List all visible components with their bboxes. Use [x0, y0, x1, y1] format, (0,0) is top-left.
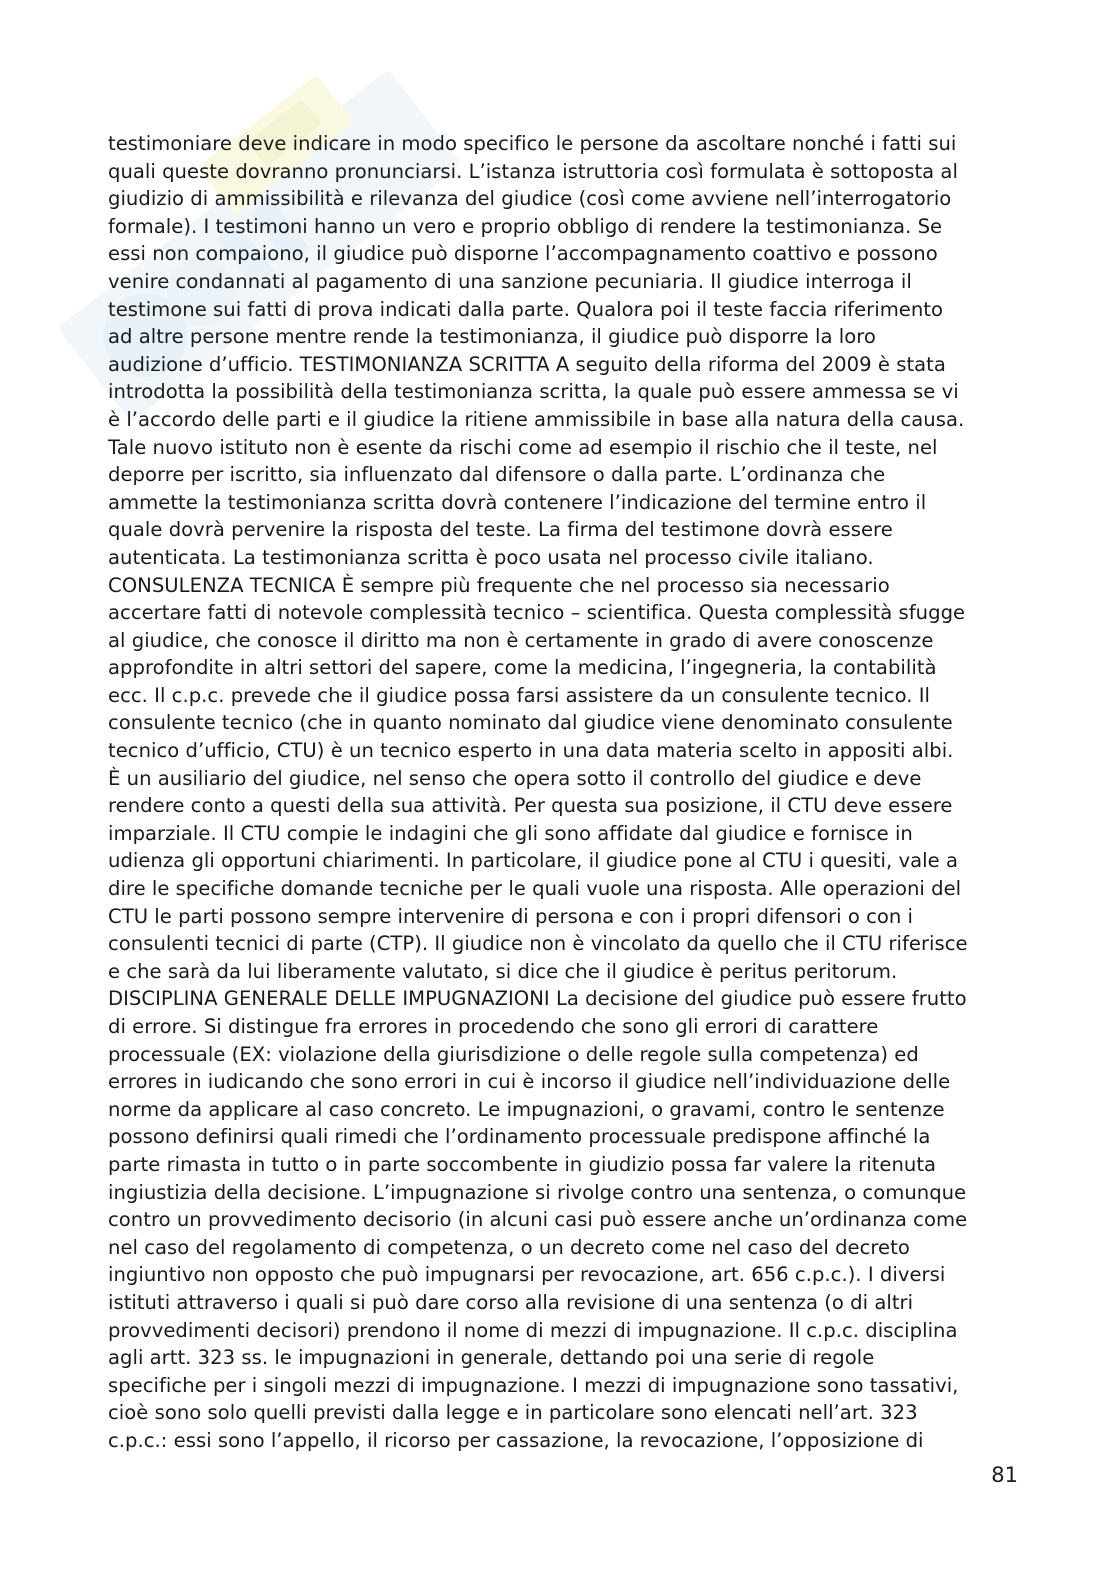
text-line: è l’accordo delle parti e il giudice la ritiene ammissibile in base alla natura della causa.	[108, 407, 965, 431]
text-line: approfondite in altri settori del sapere, come la medicina, l’ingegneria, la contabilità	[108, 656, 937, 680]
text-line: venire condannati al pagamento di una sanzione pecuniaria. Il giudice interroga il	[108, 269, 912, 293]
text-line: autenticata. La testimonianza scritta è poco usata nel processo civile italiano.	[108, 545, 874, 569]
text-line: giudizio di ammissibilità e rilevanza del giudice (così come avviene nell’interrogatorio	[108, 187, 952, 211]
text-line: cioè sono solo quelli previsti dalla legge e in particolare sono elencati nell’art. 323	[108, 1401, 918, 1425]
text-line: contro un provvedimento decisorio (in alcuni casi può essere anche un’ordinanza come	[108, 1208, 968, 1232]
page-number: 81	[991, 1463, 1018, 1487]
text-line: testimone sui fatti di prova indicati dalla parte. Qualora poi il teste faccia riferimento	[108, 297, 944, 321]
text-line: ingiustizia della decisione. L’impugnazione si rivolge contro una sentenza, o comunque	[108, 1180, 967, 1204]
text-line: di errore. Si distingue fra errores in procedendo che sono gli errori di carattere	[108, 1015, 879, 1038]
text-line: imparziale. Il CTU compie le indagini che gli sono affidate dal giudice e fornisce in	[108, 821, 913, 845]
text-line: e che sarà da lui liberamente valutato, si dice che il giudice è peritus peritorum.	[108, 959, 898, 983]
text-line: introdotta la possibilità della testimonianza scritta, la quale può essere ammessa se vi	[108, 380, 959, 404]
body-text	[108, 130, 1018, 1455]
text-line: c.p.c.: essi sono l’appello, il ricorso per cassazione, la revocazione, l’opposizione di	[108, 1428, 924, 1452]
text-line: ammette la testimonianza scritta dovrà contenere l’indicazione del termine entro il	[108, 490, 927, 514]
text-line: deporre per iscritto, sia influenzato dal difensore o dalla parte. L’ordinanza che	[108, 463, 886, 487]
text-line: provvedimenti decisori) prendono il nome di mezzi di impugnazione. Il c.p.c. disciplina	[108, 1318, 958, 1342]
text-line: quali queste dovranno pronunciarsi. L’istanza istruttoria così formulata è sottoposta al	[108, 159, 958, 183]
text-line: CTU le parti possono sempre intervenire di persona e con i propri difensori o con i	[108, 904, 914, 928]
text-line: dire le specifiche domande tecniche per le quali vuole una risposta. Alle operazioni del	[108, 877, 962, 901]
text-line: accertare fatti di notevole complessità tecnico – scientifica. Questa complessità sfugge	[108, 601, 966, 625]
text-line: ingiuntivo non opposto che può impugnarsi per revocazione, art. 656 c.p.c.). I diversi	[108, 1263, 946, 1287]
text-line: consulente tecnico (che in quanto nominato dal giudice viene denominato consulente	[108, 711, 953, 735]
text-line: al giudice, che conosce il diritto ma non è certamente in grado di avere conoscenze	[108, 628, 934, 652]
text-line: ecc. Il c.p.c. prevede che il giudice possa farsi assistere da un consulente tecnico. Il	[108, 683, 931, 707]
text-line: parte rimasta in tutto o in parte soccombente in giudizio possa far valere la ritenuta	[108, 1152, 937, 1176]
text-line: rendere conto a questi della sua attività. Per questa sua posizione, il CTU deve essere	[108, 794, 953, 818]
text-line: DISCIPLINA GENERALE DELLE IMPUGNAZIONI La decisione del giudice può essere frutto	[108, 987, 967, 1011]
text-line: agli artt. 323 ss. le impugnazioni in generale, dettando poi una serie di regole	[108, 1346, 875, 1370]
text-line: possono definirsi quali rimedi che l’ordinamento processuale predispone affinché la	[108, 1125, 931, 1149]
text-line: formale). I testimoni hanno un vero e proprio obbligo di rendere la testimonianza. Se	[108, 214, 943, 238]
text-line: specifiche per i singoli mezzi di impugnazione. I mezzi di impugnazione sono tassativi,	[108, 1373, 959, 1397]
text-line: audizione d’ufficio. TESTIMONIANZA SCRITTA A seguito della riforma del 2009 è stata	[108, 352, 946, 376]
text-line: Tale nuovo istituto non è esente da rischi come ad esempio il rischio che il teste, nel	[108, 435, 938, 459]
text-line: testimoniare deve indicare in modo specifico le persone da ascoltare nonché i fatti sui	[108, 132, 957, 155]
text-line: tecnico d’ufficio, CTU) è un tecnico esperto in una data materia scelto in appositi albi.	[108, 739, 954, 763]
text-line: quale dovrà pervenire la risposta del teste. La firma del testimone dovrà essere	[108, 518, 893, 542]
text-line: errores in iudicando che sono errori in cui è incorso il giudice nell’individuazione delle	[108, 1070, 951, 1094]
text-line: istituti attraverso i quali si può dare corso alla revisione di una sentenza (o di altri	[108, 1290, 914, 1314]
text-line: processuale (EX: violazione della giurisdizione o delle regole sulla competenza) ed	[108, 1042, 919, 1066]
text-line: È un ausiliario del giudice, nel senso che opera sotto il controllo del giudice e deve	[108, 766, 922, 790]
text-line: ad altre persone mentre rende la testimonianza, il giudice può disporre la loro	[108, 325, 876, 349]
text-line: udienza gli opportuni chiarimenti. In particolare, il giudice pone al CTU i quesiti, vale a	[108, 849, 958, 873]
text-line: CONSULENZA TECNICA È sempre più frequente che nel processo sia necessario	[108, 573, 890, 597]
text-line: nel caso del regolamento di competenza, o un decreto come nel caso del decreto	[108, 1235, 910, 1259]
text-line: consulenti tecnici di parte (CTP). Il giudice non è vincolato da quello che il CTU riferisce	[108, 932, 968, 956]
text-line: norme da applicare al caso concreto. Le impugnazioni, o gravami, contro le sentenze	[108, 1097, 945, 1121]
text-line: essi non compaiono, il giudice può disporne l’accompagnamento coattivo e possono	[108, 242, 938, 266]
